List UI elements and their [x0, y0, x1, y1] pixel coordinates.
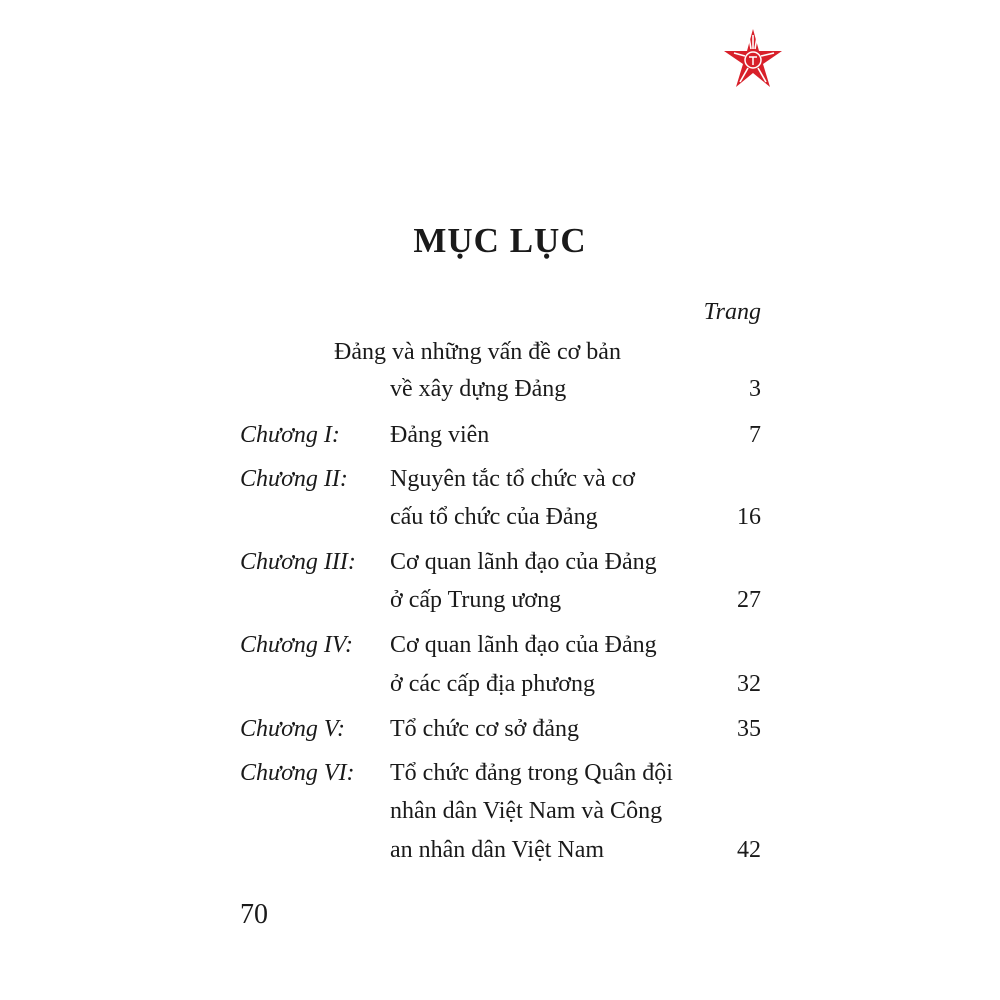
- chapter-4-label: Chương IV:: [240, 632, 353, 658]
- chapter-3-line-2: ở cấp Trung ương: [390, 587, 562, 613]
- chapter-3-page: 27: [737, 587, 761, 613]
- intro-line-1: Đảng và những vấn đề cơ bản: [334, 339, 621, 365]
- intro-line-2: về xây dựng Đảng: [390, 376, 567, 402]
- chapter-2-page: 16: [737, 504, 761, 530]
- chapter-3-line-1: Cơ quan lãnh đạo của Đảng: [390, 549, 657, 575]
- chapter-6-line-1: Tổ chức đảng trong Quân đội: [390, 760, 673, 786]
- chapter-1-page: 7: [749, 422, 761, 448]
- chapter-3-label: Chương III:: [240, 549, 356, 575]
- page-column-label: Trang: [703, 299, 761, 325]
- chapter-1-line-1: Đảng viên: [390, 422, 490, 448]
- page-title: MỤC LỤC: [413, 221, 587, 260]
- chapter-6-page: 42: [737, 837, 761, 863]
- page-number: 70: [240, 899, 268, 930]
- chapter-6-line-3: an nhân dân Việt Nam: [390, 837, 605, 863]
- chapter-4-line-2: ở các cấp địa phương: [390, 671, 595, 697]
- chapter-2-label: Chương II:: [240, 466, 348, 492]
- chapter-5-label: Chương V:: [240, 716, 345, 742]
- chapter-6-line-2: nhân dân Việt Nam và Công: [390, 798, 663, 824]
- chapter-5-line-1: Tổ chức cơ sở đảng: [390, 716, 579, 742]
- chapter-4-line-1: Cơ quan lãnh đạo của Đảng: [390, 632, 657, 658]
- intro-page: 3: [749, 376, 761, 402]
- chapter-6-label: Chương VI:: [240, 760, 355, 786]
- party-star-logo-icon: [722, 27, 784, 89]
- chapter-5-page: 35: [737, 716, 761, 742]
- chapter-2-line-1: Nguyên tắc tổ chức và cơ: [390, 466, 635, 492]
- chapter-2-line-2: cấu tổ chức của Đảng: [390, 504, 598, 530]
- chapter-1-label: Chương I:: [240, 422, 340, 448]
- chapter-4-page: 32: [737, 671, 761, 697]
